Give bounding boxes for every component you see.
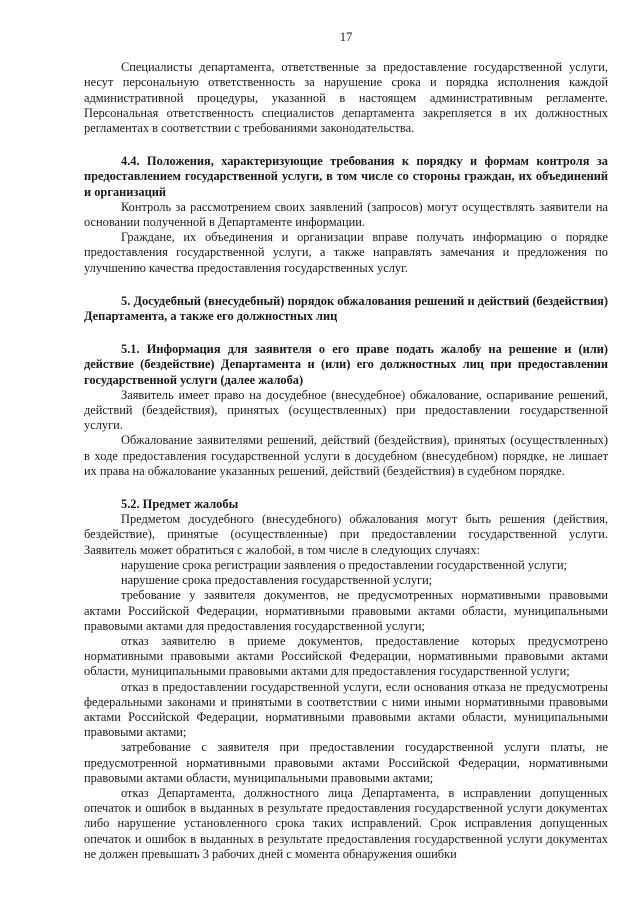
- paragraph-appeal-court: Обжалование заявителями решений, действий (бездействия), принятых (осуществленных) в ходе предоставления государственной услуги в досудебном (внесудебном) порядке, не лишает их права на обжалование указанных решений, действий (бездействия) в судебном порядке.: [84, 433, 608, 478]
- list-item-registration-deadline: нарушение срока регистрации заявления о предоставлении государственной услуги;: [121, 557, 568, 572]
- heading-4-4: 4.4. Положения, характеризующие требования к порядку и формам контроля за предоставлением государственной услуги, в том числе со стороны граждан, их объединений и организаций: [84, 154, 608, 199]
- paragraph-right-to-appeal: Заявитель имеет право на досудебное (внесудебное) обжалование, оспаривание решений, действий (бездействия), принятых (осуществленных) при предоставлении государственной услуги.: [84, 387, 608, 433]
- paragraph-citizens-info: Граждане, их объединения и организации вправе получать информацию о порядке предоставления государственной услуги, а также направлять замечания и предложения по улучшению качества предоставления государственных услуг.: [84, 230, 608, 275]
- heading-5-2: 5.2. Предмет жалобы: [121, 497, 239, 512]
- list-item-fee-demand: затребование с заявителя при предоставлении государственной услуги платы, не предусмотренной нормативными правовыми актами Российской Федерации, нормативными правовыми актами области, муниципальными правовыми актами;: [84, 740, 608, 785]
- page-number: 17: [339, 30, 353, 44]
- list-item-extra-documents: требование у заявителя документов, не предусмотренных нормативными правовыми актами Российской Федерации, нормативными правовыми актами области, муниципальными правовыми актами для предоставления государственной услуги;: [84, 588, 608, 633]
- heading-5: 5. Досудебный (внесудебный) порядок обжалования решений и действий (бездействия) Департамента, а также его должностных лиц: [84, 293, 608, 324]
- list-item-correction-refusal: отказ Департамента, должностного лица Департамента, в исправлении допущенных опечаток и ошибок в выданных в результате предоставления государственной услуги документах либо нарушение установленного срока таких исправлений. Срок исправления допущенных опечаток и ошибок в выданных в результате предоставления государственной услуги документах не должен превышать 3 рабочих дней с момента обнаружения ошибки: [84, 785, 608, 861]
- list-item-refusal-service: отказ в предоставлении государственной услуги, если основания отказа не предусмотрены федеральными законами и принятыми в соответствии с ними иными нормативными правовыми актами Российской Федерации, нормативными правовыми актами области, муниципальными правовыми актами;: [84, 679, 608, 740]
- paragraph-subject-of-appeal: Предметом досудебного (внесудебного) обжалования могут быть решения (действия, бездействие), принятые (осуществленные) при предоставлении государственной услуги. Заявитель может обратиться с жалобой, в том числе в следующих случаях:: [84, 512, 608, 557]
- list-item-service-deadline: нарушение срока предоставления государственной услуги;: [121, 573, 433, 588]
- heading-5-1: 5.1. Информация для заявителя о его праве подать жалобу на решение и (или) действие (бездействие) Департамента и (или) его должностных лиц при предоставлении государственной услуги (далее жалоба): [84, 342, 608, 387]
- paragraph-responsibility: Специалисты департамента, ответственные за предоставление государственной услуги, несут персональную ответственность за нарушение срока и порядка исполнения каждой административной процедуры, указанной в настоящем административным регламенте. Персональная ответственность специалистов департамента закрепляется в их должностных регламентах в соответствии с требованиями законодательства.: [84, 60, 608, 136]
- list-item-refusal-documents: отказ заявителю в приеме документов, предоставление которых предусмотрено нормативными правовыми актами Российской Федерации, нормативными правовыми актами области, муниципальными правовыми актами для предоставления государственной услуги;: [84, 633, 608, 679]
- paragraph-control-applications: Контроль за рассмотрением своих заявлений (запросов) могут осуществлять заявители на основании полученной в Департаменте информации.: [84, 199, 608, 230]
